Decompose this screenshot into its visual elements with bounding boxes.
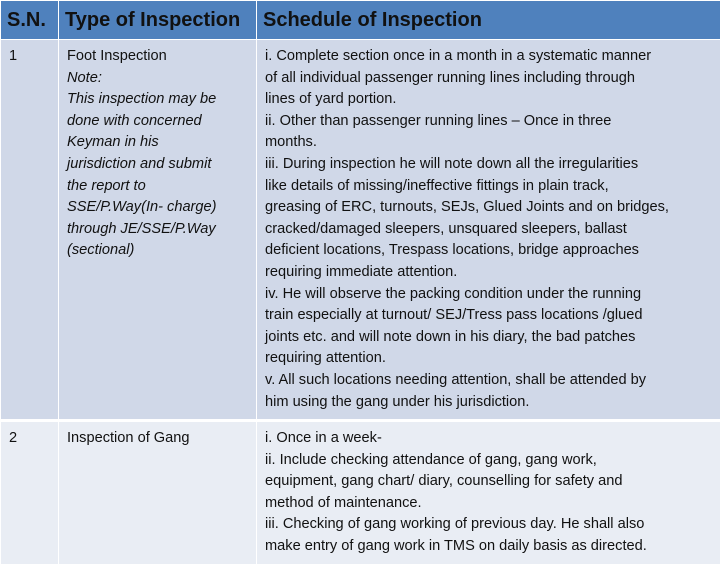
schedule-line: of all individual passenger running lines including through	[265, 68, 714, 90]
note-line: the report to	[67, 176, 250, 198]
cell-sn: 1	[1, 40, 59, 421]
schedule-line: like details of missing/ineffective fittings in plain track,	[265, 176, 714, 198]
schedule-line: v. All such locations needing attention, shall be attended by	[265, 370, 714, 392]
cell-schedule	[257, 421, 720, 565]
schedule-line: months.	[265, 132, 714, 154]
schedule-line: make entry of gang work in TMS on daily basis as directed.	[265, 536, 714, 558]
schedule-line: cracked/damaged sleepers, unsquared sleepers, ballast	[265, 219, 714, 241]
schedule-line: ii. Include checking attendance of gang, gang work,	[265, 450, 714, 472]
schedule-line: i. Once in a week-	[265, 428, 714, 450]
schedule-line: lines of yard portion.	[265, 89, 714, 111]
note-line: This inspection may be	[67, 89, 250, 111]
schedule-line: train especially at turnout/ SEJ/Tress pass locations /glued	[265, 305, 714, 327]
schedule-line: requiring attention.	[265, 348, 714, 370]
inspection-type: Inspection of Gang	[67, 428, 250, 450]
schedule-line: joints etc. and will note down in his diary, the bad patches	[265, 327, 714, 349]
schedule-line: him using the gang under his jurisdiction.	[265, 392, 714, 414]
note-line: through JE/SSE/P.Way	[67, 219, 250, 241]
header-schedule-of-inspection: Schedule of Inspection	[257, 1, 720, 40]
schedule-line: deficient locations, Trespass locations, bridge approaches	[265, 240, 714, 262]
header-sn: S.N.	[1, 1, 59, 40]
note-label: Note:	[67, 68, 250, 90]
table-row	[1, 421, 720, 565]
inspection-type: Foot Inspection	[67, 46, 250, 68]
cell-type	[59, 40, 257, 421]
table-row	[1, 40, 720, 421]
note-line: jurisdiction and submit	[67, 154, 250, 176]
schedule-line: iii. During inspection he will note down all the irregularities	[265, 154, 714, 176]
schedule-line: method of maintenance.	[265, 493, 714, 515]
note-line: Keyman in his	[67, 132, 250, 154]
schedule-line: iv. He will observe the packing condition under the running	[265, 284, 714, 306]
schedule-line: iii. Checking of gang working of previous day. He shall also	[265, 514, 714, 536]
cell-type	[59, 421, 257, 565]
note-line: (sectional)	[67, 240, 250, 262]
schedule-line: ii. Other than passenger running lines – Once in three	[265, 111, 714, 133]
schedule-line: requiring immediate attention.	[265, 262, 714, 284]
cell-schedule	[257, 40, 720, 421]
header-row	[1, 1, 720, 40]
schedule-line: equipment, gang chart/ diary, counselling for safety and	[265, 471, 714, 493]
schedule-line: i. Complete section once in a month in a systematic manner	[265, 46, 714, 68]
note-line: done with concerned	[67, 111, 250, 133]
schedule-line: greasing of ERC, turnouts, SEJs, Glued Joints and on bridges,	[265, 197, 714, 219]
note-line: SSE/P.Way(In- charge)	[67, 197, 250, 219]
header-type-of-inspection: Type of Inspection	[59, 1, 257, 40]
cell-sn: 2	[1, 421, 59, 565]
